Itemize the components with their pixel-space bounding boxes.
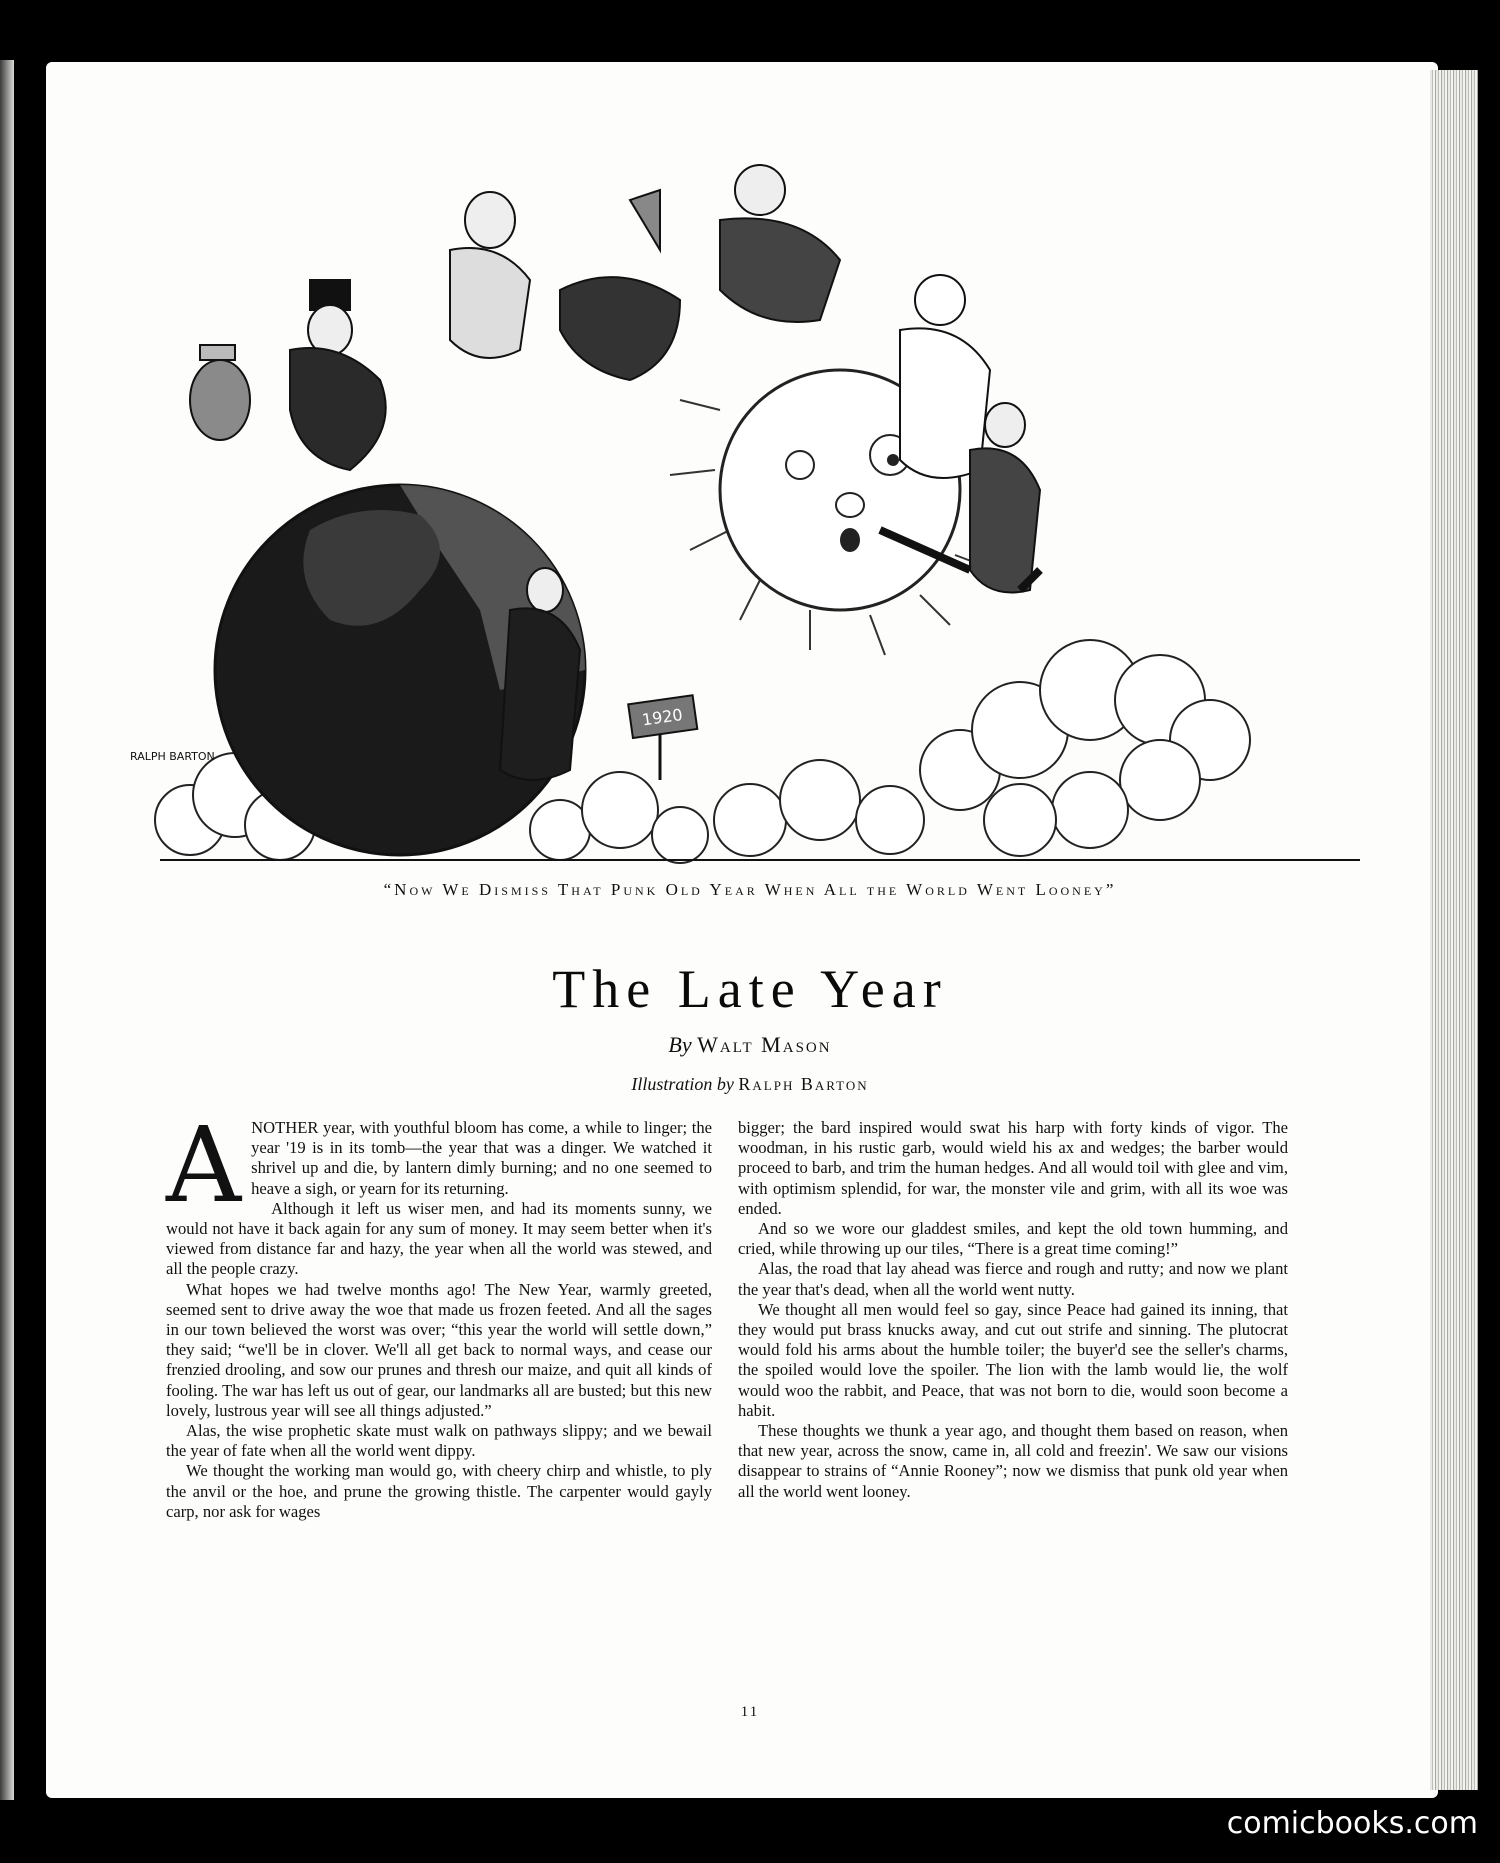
illustration-credit <box>0 1074 1500 1095</box>
year-sign <box>628 695 697 780</box>
drop-cap: A <box>166 1104 242 1226</box>
paragraph: These thoughts we thunk a year ago, and thought them based on reason, when that new year, across the snow, came in, all cold and freezin'. We saw our visions disappear to strains of “Annie Rooney”; now we dismiss that punk old year when all the world went looney. <box>738 1421 1288 1501</box>
watermark: comicbooks.com <box>1226 1806 1478 1841</box>
article-column-left <box>166 1104 712 1522</box>
paragraph: Alas, the wise prophetic skate must walk on pathways slippy; and we bewail the year of fate when all the world went dippy. <box>166 1421 712 1461</box>
first-paragraph-text: NOTHER year, with youthful bloom has come, a while to linger; the year '19 is in its tomb—the year that was a dinger. We watched it shrivel up and die, by lantern dimly burning; and no one seemed to heave a sigh, or yearn for its returning. <box>251 1118 712 1198</box>
article-column-right <box>738 1118 1288 1502</box>
paragraph: We thought the working man would go, with cheery chirp and whistle, to ply the anvil or the hoe, and prune the growing thistle. The carpenter would gayly carp, nor ask for wages <box>166 1461 712 1521</box>
page-stack-edges <box>1430 70 1478 1790</box>
illustrator-name: Ralph Barton <box>738 1074 869 1094</box>
book-gutter-edge <box>0 60 14 1800</box>
paragraph: What hopes we had twelve months ago! The New Year, warmly greeted, seemed sent to drive away the woe that made us frozen feeted. And all the sages in our town believed the worst was over; “this year the world will settle down,” they said; “we'll be in clover. We'll all get back to normal ways, and cease our frenzied drooling, and sow our prunes and thresh our maize, and quit all kinds of fooling. The war has left us out of gear, our landmarks all are busted; but this new lovely, lustrous year will see all things adjusted.” <box>166 1279 712 1420</box>
year-sign-text: 1920 <box>640 704 684 730</box>
credit-prefix: Illustration by <box>631 1074 734 1094</box>
paragraph: And so we wore our gladdest smiles, and kept the old town humming, and cried, while throwing up our tiles, “There is a great time coming!” <box>738 1219 1288 1259</box>
illustration-caption: “Now We Dismiss That Punk Old Year When All the World Went Looney” <box>383 880 1117 899</box>
cartoon-illustration <box>130 170 1360 880</box>
paragraph <box>166 1104 712 1226</box>
paragraph: Although it left us wiser men, and had its moments sunny, we would not have it back again for any sum of money. It may seem better when it's viewed from distance far and hazy, the year when all the world was stewed, and all the people crazy. <box>166 1198 712 1279</box>
paragraph: Alas, the road that lay ahead was fierce and rough and rutty; and now we plant the year that's dead, when all the world went nutty. <box>738 1259 1288 1299</box>
paragraph: We thought all men would feel so gay, since Peace had gained its inning, that they would put brass knucks away, and cut out strife and sinning. The plutocrat would fold his arms about the humble toiler; the buyer'd see the seller's charms, the spoiled would love the spoiler. The lion with the lamb would lie, the wolf would woo the rabbit, and Peace, that was not born to die, would soon become a habit. <box>738 1299 1288 1420</box>
artist-signature: RALPH BARTON <box>130 750 215 763</box>
byline-prefix: By <box>668 1032 692 1057</box>
author-name: Walt Mason <box>697 1032 832 1057</box>
paragraph: bigger; the bard inspired would swat his harp with forty kinds of vigor. The woodman, in his rustic garb, would wield his ax and wedges; the barber would proceed to barb, and trim the human hedges. And all would toil with glee and vim, with optimism splendid, for war, the monster vile and grim, with all its woe was ended. <box>738 1118 1288 1218</box>
byline <box>0 1032 1500 1058</box>
page-number: 11 <box>740 1704 760 1720</box>
article-title: The Late Year <box>552 959 948 1019</box>
